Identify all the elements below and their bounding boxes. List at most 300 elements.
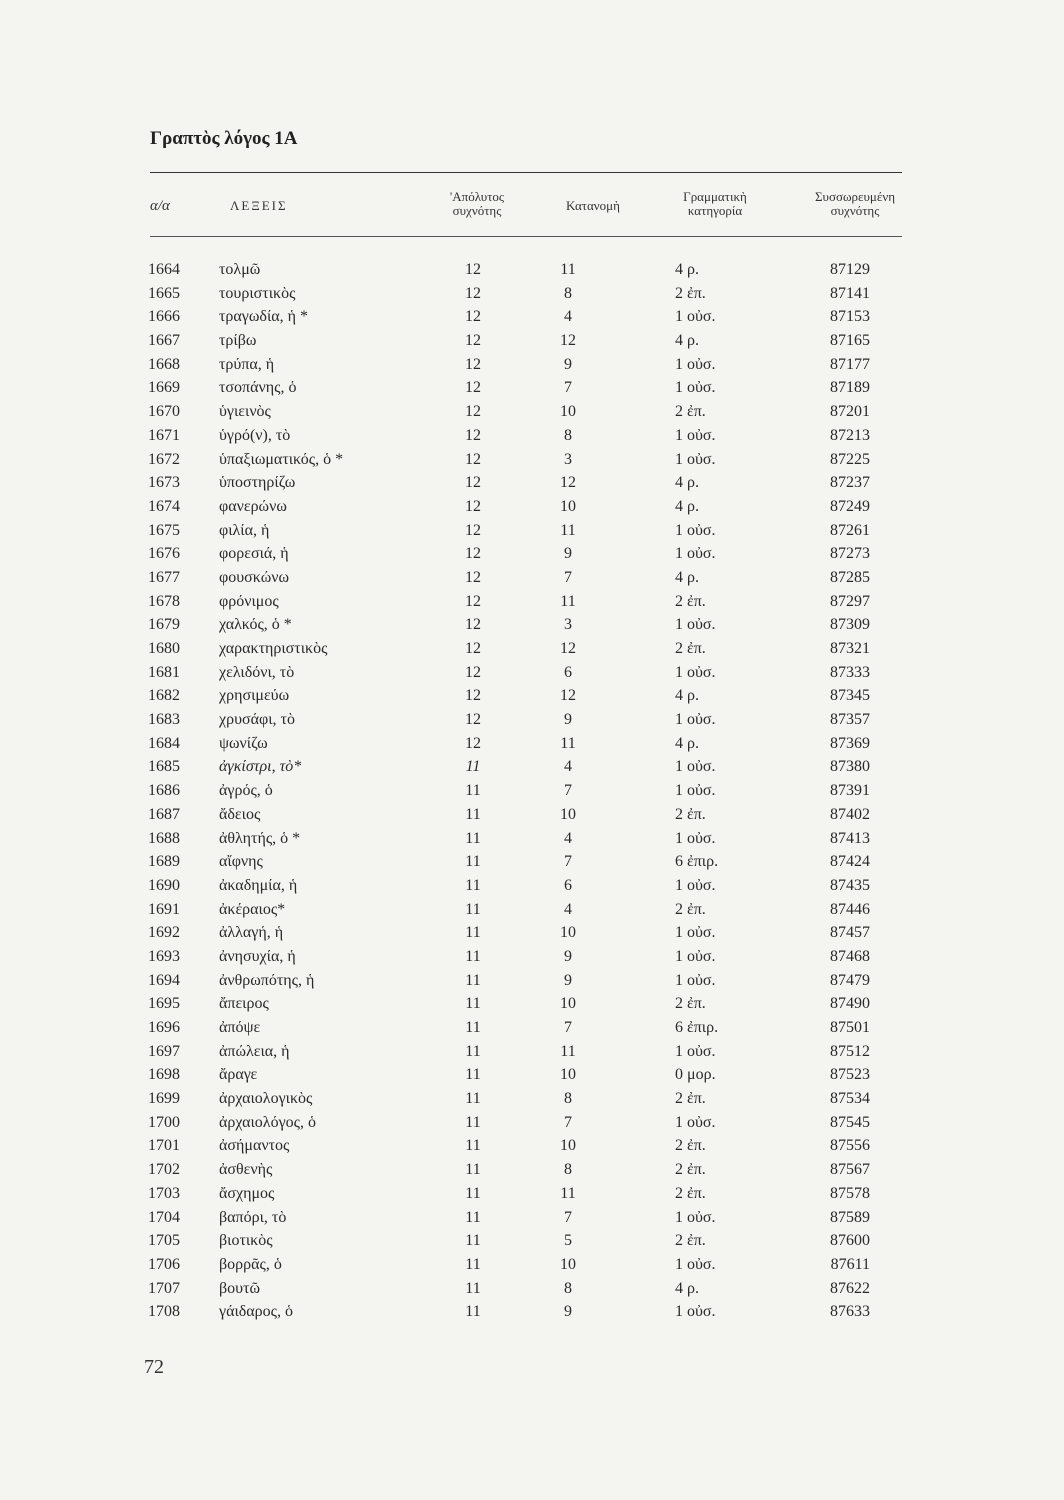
row-absolute-frequency: 12 [465,687,481,705]
row-number: 1683 [148,711,180,729]
row-cumulative-frequency: 87189 [830,379,870,397]
page-title: Γραπτὸς λόγος 1Α [150,128,298,149]
row-grammatical-category: 2 ἐπ. [675,1232,706,1250]
row-absolute-frequency: 11 [465,1232,481,1250]
row-number: 1702 [148,1161,180,1179]
row-word: τρύπα, ἡ [219,355,275,373]
row-distribution: 9 [564,355,572,373]
row-word: βαπόρι, τὸ [219,1208,287,1226]
row-grammatical-category: 1 οὐσ. [675,355,716,373]
table-row [0,874,1064,898]
table-top-rule [150,172,902,173]
row-cumulative-frequency: 87611 [830,1255,870,1273]
row-grammatical-category: 2 ἐπ. [675,592,706,610]
table-row [0,1063,1064,1087]
table-row [0,329,1064,353]
row-number: 1671 [148,426,180,444]
table-row [0,1182,1064,1206]
row-distribution: 12 [560,332,576,350]
row-number: 1696 [148,1019,180,1036]
row-number: 1694 [148,971,180,989]
table-row [0,779,1064,803]
row-number: 1673 [148,474,180,492]
row-distribution: 4 [564,900,572,918]
row-grammatical-category: 2 ἐπ. [675,1137,706,1155]
table-row [0,448,1064,472]
row-grammatical-category: 2 ἐπ. [675,284,706,302]
row-word: φορεσιά, ἡ [219,545,289,563]
row-cumulative-frequency: 87490 [830,995,870,1013]
row-distribution: 12 [560,474,576,492]
row-distribution: 12 [560,687,576,705]
row-number: 1680 [148,640,180,657]
row-absolute-frequency: 12 [465,545,481,563]
row-word: φανερώνω [219,497,287,515]
row-grammatical-category: 4 ρ. [675,261,699,278]
row-word: φουσκώνω [219,568,289,586]
row-number: 1664 [148,261,180,278]
row-grammatical-category: 1 οὐσ. [675,379,716,397]
header-grammatical-category [660,190,770,218]
row-word: ἀρχαιολογικὸς [219,1090,313,1108]
row-distribution: 9 [564,1303,572,1321]
row-cumulative-frequency: 87129 [830,261,870,278]
row-grammatical-category: 2 ἐπ. [675,805,706,823]
row-cumulative-frequency: 87622 [830,1279,870,1297]
row-distribution: 10 [560,805,576,823]
row-absolute-frequency: 12 [465,734,481,752]
row-absolute-frequency: 12 [465,426,481,444]
row-word: ὑγρό(ν), τὸ [219,426,291,444]
row-absolute-frequency: 11 [465,876,481,894]
row-grammatical-category: 6 ἐπιρ. [675,1019,719,1036]
row-distribution: 7 [564,568,572,586]
table-row [0,424,1064,448]
row-number: 1665 [148,284,180,302]
row-grammatical-category: 2 ἐπ. [675,1184,706,1202]
row-absolute-frequency: 11 [465,900,481,918]
row-number: 1679 [148,616,180,634]
row-grammatical-category: 1 οὐσ. [675,450,716,468]
header-cumulative-frequency [800,190,910,218]
row-number: 1693 [148,947,180,965]
row-word: ἀκέραιος* [219,900,286,918]
table-row [0,376,1064,400]
row-absolute-frequency: 11 [465,853,481,871]
row-cumulative-frequency: 87369 [830,734,870,752]
row-grammatical-category: 1 οὐσ. [675,924,716,942]
row-absolute-frequency: 11 [465,1090,481,1108]
row-number: 1691 [148,900,180,918]
row-cumulative-frequency: 87556 [830,1137,870,1155]
row-number: 1692 [148,924,180,942]
row-cumulative-frequency: 87578 [830,1184,870,1202]
row-absolute-frequency: 11 [465,1208,481,1226]
row-grammatical-category: 1 οὐσ. [675,1303,716,1321]
row-word: τραγωδία, ἡ * [219,308,308,326]
row-number: 1668 [148,355,180,373]
row-absolute-frequency: 11 [465,1279,481,1297]
row-cumulative-frequency: 87357 [830,711,870,729]
table-row [0,1134,1064,1158]
row-absolute-frequency: 11 [465,1184,481,1202]
row-number: 1690 [148,876,180,894]
row-word: ἀσθενὴς [219,1161,273,1179]
row-cumulative-frequency: 87545 [830,1113,870,1131]
row-word: ἀνησυχία, ἡ [219,947,296,965]
row-cumulative-frequency: 87237 [830,474,870,492]
row-grammatical-category: 1 οὐσ. [675,782,716,800]
table-row [0,732,1064,756]
row-number: 1684 [148,734,180,752]
row-cumulative-frequency: 87285 [830,568,870,586]
row-distribution: 10 [560,1066,576,1084]
row-cumulative-frequency: 87633 [830,1303,870,1321]
row-distribution: 7 [564,853,572,871]
header-cat-line1: Γραμματικὴ [683,189,747,204]
row-word: ἀλλαγή, ἡ [219,924,284,942]
row-grammatical-category: 1 οὐσ. [675,711,716,729]
row-word: ἄδειος [219,805,261,823]
table-row [0,637,1064,661]
row-distribution: 8 [564,1279,572,1297]
row-cumulative-frequency: 87201 [830,403,870,421]
row-cumulative-frequency: 87468 [830,947,870,965]
row-word: χελιδόνι, τὸ [219,663,295,681]
row-number: 1685 [148,758,180,776]
row-grammatical-category: 1 οὐσ. [675,1255,716,1273]
row-absolute-frequency: 11 [465,805,481,823]
row-word: ἄπειρος [219,995,269,1013]
row-word: φιλία, ἡ [219,521,270,539]
row-grammatical-category: 1 οὐσ. [675,876,716,894]
row-absolute-frequency: 11 [465,1113,481,1131]
row-absolute-frequency: 12 [465,474,481,492]
table-row [0,945,1064,969]
row-grammatical-category: 2 ἐπ. [675,900,706,918]
row-cumulative-frequency: 87380 [830,758,870,776]
row-absolute-frequency: 11 [465,1066,481,1084]
table-row [0,1206,1064,1230]
row-distribution: 8 [564,426,572,444]
row-distribution: 8 [564,284,572,302]
row-word: τσοπάνης, ὁ [219,379,297,397]
row-grammatical-category: 1 οὐσ. [675,545,716,563]
header-freq-line1: 'Απόλυτος [449,189,505,204]
table-row [0,708,1064,732]
table-row [0,661,1064,685]
table-row [0,827,1064,851]
row-cumulative-frequency: 87141 [830,284,870,302]
row-word: ὑπαξιωματικός, ὁ * [219,450,344,468]
row-cumulative-frequency: 87321 [830,640,870,657]
table-row [0,400,1064,424]
row-word: ἀθλητής, ὁ * [219,829,301,847]
table-row [0,1111,1064,1135]
row-number: 1666 [148,308,180,326]
header-cum-line1: Συσσωρευμένη [814,189,896,204]
row-absolute-frequency: 12 [465,497,481,515]
row-grammatical-category: 1 οὐσ. [675,1042,716,1060]
row-distribution: 9 [564,971,572,989]
table-row [0,898,1064,922]
row-cumulative-frequency: 87512 [830,1042,870,1060]
row-word: φρόνιμος [219,592,279,610]
row-distribution: 6 [564,876,572,894]
header-freq-line2: συχνότης [452,203,502,218]
table-row [0,1087,1064,1111]
row-distribution: 3 [564,450,572,468]
row-absolute-frequency: 11 [465,1019,481,1036]
row-cumulative-frequency: 87567 [830,1161,870,1179]
table-row [0,1300,1064,1324]
row-distribution: 11 [560,1184,576,1202]
table-row [0,1253,1064,1277]
row-grammatical-category: 1 οὐσ. [675,758,716,776]
row-absolute-frequency: 12 [465,568,481,586]
row-distribution: 7 [564,782,572,800]
row-absolute-frequency: 12 [465,332,481,350]
row-distribution: 5 [564,1232,572,1250]
row-number: 1667 [148,332,180,350]
row-number: 1708 [148,1303,180,1321]
table-row [0,495,1064,519]
row-grammatical-category: 4 ρ. [675,332,699,350]
table-row [0,305,1064,329]
word-table [0,258,1064,1324]
row-distribution: 8 [564,1161,572,1179]
row-distribution: 4 [564,758,572,776]
row-distribution: 7 [564,1208,572,1226]
row-cumulative-frequency: 87261 [830,521,870,539]
row-distribution: 6 [564,663,572,681]
table-row [0,1040,1064,1064]
row-distribution: 11 [560,261,576,278]
table-row [0,542,1064,566]
row-cumulative-frequency: 87479 [830,971,870,989]
row-absolute-frequency: 12 [465,284,481,302]
row-cumulative-frequency: 87273 [830,545,870,563]
row-grammatical-category: 4 ρ. [675,687,699,705]
page-number: 72 [144,1356,164,1378]
row-number: 1698 [148,1066,180,1084]
row-word: τουριστικὸς [219,284,296,302]
row-grammatical-category: 4 ρ. [675,474,699,492]
row-word: χαρακτηριστικὸς [219,640,328,657]
row-cumulative-frequency: 87402 [830,805,870,823]
row-word: βιοτικὸς [219,1232,273,1250]
row-word: ἀσήμαντος [219,1137,290,1155]
row-number: 1674 [148,497,180,515]
row-number: 1705 [148,1232,180,1250]
row-word: ἀπώλεια, ἡ [219,1042,290,1060]
header-cum-line2: συχνότης [830,203,880,218]
row-grammatical-category: 4 ρ. [675,568,699,586]
row-absolute-frequency: 12 [465,261,481,278]
row-number: 1706 [148,1255,180,1273]
row-grammatical-category: 1 οὐσ. [675,971,716,989]
row-absolute-frequency: 11 [465,1255,481,1273]
row-distribution: 10 [560,403,576,421]
row-distribution: 7 [564,1113,572,1131]
row-number: 1699 [148,1090,180,1108]
row-cumulative-frequency: 87345 [830,687,870,705]
row-cumulative-frequency: 87225 [830,450,870,468]
row-number: 1686 [148,782,180,800]
row-cumulative-frequency: 87309 [830,616,870,634]
row-number: 1697 [148,1042,180,1060]
table-row [0,1229,1064,1253]
row-absolute-frequency: 12 [465,308,481,326]
row-number: 1669 [148,379,180,397]
row-distribution: 9 [564,711,572,729]
row-grammatical-category: 1 οὐσ. [675,829,716,847]
table-row [0,471,1064,495]
row-word: χρυσάφι, τὸ [219,711,295,729]
row-grammatical-category: 6 ἐπιρ. [675,853,719,871]
row-grammatical-category: 1 οὐσ. [675,1208,716,1226]
row-cumulative-frequency: 87249 [830,497,870,515]
row-absolute-frequency: 11 [465,758,481,776]
row-grammatical-category: 2 ἐπ. [675,403,706,421]
row-absolute-frequency: 12 [465,640,481,657]
row-distribution: 7 [564,1019,572,1036]
table-row [0,1277,1064,1301]
row-word: βορρᾶς, ὁ [219,1255,282,1273]
table-row [0,353,1064,377]
header-cat-line2: κατηγορία [687,203,743,218]
row-cumulative-frequency: 87589 [830,1208,870,1226]
row-number: 1677 [148,568,180,586]
row-grammatical-category: 0 μορ. [675,1066,716,1084]
row-absolute-frequency: 11 [465,1303,481,1321]
row-word: ψωνίζω [219,734,268,752]
row-number: 1687 [148,805,180,823]
row-cumulative-frequency: 87213 [830,426,870,444]
row-number: 1678 [148,592,180,610]
table-row [0,992,1064,1016]
row-number: 1675 [148,521,180,539]
row-word: γάιδαρος, ὁ [219,1303,293,1321]
table-row [0,258,1064,282]
row-cumulative-frequency: 87446 [830,900,870,918]
header-words: ΛΕΞΕΙΣ [230,198,288,213]
row-number: 1700 [148,1113,180,1131]
row-word: τολμῶ [219,261,261,278]
row-absolute-frequency: 11 [465,924,481,942]
row-distribution: 9 [564,947,572,965]
row-grammatical-category: 2 ἐπ. [675,640,706,657]
header-aa: α/α [150,198,170,214]
row-distribution: 4 [564,829,572,847]
row-absolute-frequency: 12 [465,616,481,634]
row-distribution: 10 [560,1255,576,1273]
table-row [0,613,1064,637]
row-absolute-frequency: 12 [465,711,481,729]
table-row [0,519,1064,543]
row-grammatical-category: 1 οὐσ. [675,616,716,634]
row-number: 1676 [148,545,180,563]
row-cumulative-frequency: 87501 [830,1019,870,1036]
row-word: ὑγιεινὸς [219,403,271,421]
row-distribution: 10 [560,995,576,1013]
row-cumulative-frequency: 87177 [830,355,870,373]
row-cumulative-frequency: 87435 [830,876,870,894]
row-word: ὑποστηρίζω [219,474,296,492]
table-row [0,1016,1064,1040]
row-cumulative-frequency: 87391 [830,782,870,800]
row-distribution: 10 [560,924,576,942]
row-word: ἀκαδημία, ἡ [219,876,298,894]
row-grammatical-category: 2 ἐπ. [675,1161,706,1179]
row-absolute-frequency: 11 [465,1042,481,1060]
row-distribution: 8 [564,1090,572,1108]
row-cumulative-frequency: 87333 [830,663,870,681]
row-cumulative-frequency: 87165 [830,332,870,350]
row-word: ἀρχαιολόγος, ὁ [219,1113,316,1131]
row-number: 1672 [148,450,180,468]
row-word: ἄσχημος [219,1184,275,1202]
row-number: 1703 [148,1184,180,1202]
row-cumulative-frequency: 87297 [830,592,870,610]
row-absolute-frequency: 12 [465,592,481,610]
row-grammatical-category: 1 οὐσ. [675,521,716,539]
row-grammatical-category: 2 ἐπ. [675,1090,706,1108]
header-distribution: Κατανομὴ [566,198,620,213]
row-cumulative-frequency: 87413 [830,829,870,847]
row-word: αἴφνης [219,853,263,871]
row-cumulative-frequency: 87153 [830,308,870,326]
table-row [0,969,1064,993]
row-distribution: 11 [560,521,576,539]
table-row [0,1158,1064,1182]
row-absolute-frequency: 12 [465,521,481,539]
row-absolute-frequency: 11 [465,1137,481,1155]
row-cumulative-frequency: 87424 [830,853,870,871]
row-word: τρίβω [219,332,257,350]
row-distribution: 11 [560,1042,576,1060]
row-word: ἀπόψε [219,1019,261,1036]
row-absolute-frequency: 11 [465,995,481,1013]
row-number: 1688 [148,829,180,847]
table-row [0,850,1064,874]
table-row [0,803,1064,827]
row-absolute-frequency: 12 [465,450,481,468]
row-distribution: 4 [564,308,572,326]
row-absolute-frequency: 12 [465,403,481,421]
row-number: 1707 [148,1279,180,1297]
row-word: ἀγκίστρι, τὸ* [219,758,302,776]
row-distribution: 11 [560,734,576,752]
table-row [0,282,1064,306]
row-cumulative-frequency: 87600 [830,1232,870,1250]
row-word: βουτῶ [219,1279,261,1297]
row-distribution: 3 [564,616,572,634]
row-number: 1670 [148,403,180,421]
table-row [0,684,1064,708]
row-number: 1704 [148,1208,180,1226]
row-grammatical-category: 1 οὐσ. [675,308,716,326]
row-number: 1682 [148,687,180,705]
row-grammatical-category: 1 οὐσ. [675,1113,716,1131]
row-grammatical-category: 4 ρ. [675,1279,699,1297]
row-distribution: 11 [560,592,576,610]
row-number: 1701 [148,1137,180,1155]
row-distribution: 10 [560,497,576,515]
row-cumulative-frequency: 87457 [830,924,870,942]
row-distribution: 12 [560,640,576,657]
table-row [0,921,1064,945]
